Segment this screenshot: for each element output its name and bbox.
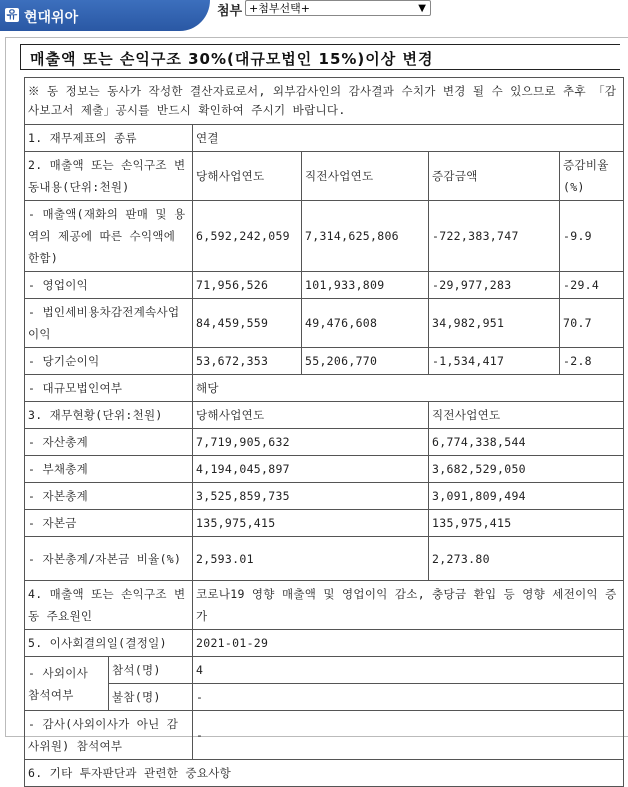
row-label: - 자본금 bbox=[25, 510, 193, 537]
row-cur: 84,459,559 bbox=[193, 299, 302, 348]
row-cur: 7,719,905,632 bbox=[193, 429, 429, 456]
row-prev: 135,975,415 bbox=[429, 510, 624, 537]
company-logo-badge: 유 bbox=[6, 8, 18, 21]
row-label: - 당기순이익 bbox=[25, 348, 193, 375]
row-diff: -722,383,747 bbox=[429, 201, 560, 272]
s2-header-cur: 당해사업연도 bbox=[193, 152, 302, 201]
s5-value: 2021-01-29 bbox=[193, 630, 624, 657]
row-prev: 3,091,809,494 bbox=[429, 483, 624, 510]
row-prev: 49,476,608 bbox=[302, 299, 429, 348]
row-prev: 2,273.80 bbox=[429, 537, 624, 581]
table-row bbox=[25, 483, 624, 510]
table-row bbox=[25, 299, 624, 348]
row-cur: 53,672,353 bbox=[193, 348, 302, 375]
s3-header-cur: 당해사업연도 bbox=[193, 402, 429, 429]
s2-label: 2. 매출액 또는 손익구조 변동내용(단위:천원) bbox=[25, 152, 193, 201]
row-cur: 135,975,415 bbox=[193, 510, 429, 537]
s5-label: 5. 이사회결의일(결정일) bbox=[25, 630, 193, 657]
row-label: - 자본총계/자본금 비율(%) bbox=[25, 537, 193, 581]
row-rate: -9.9 bbox=[560, 201, 624, 272]
table-row bbox=[25, 510, 624, 537]
table-row bbox=[25, 272, 624, 299]
s2-header-prev: 직전사업연도 bbox=[302, 152, 429, 201]
present-label: 참석(명) bbox=[109, 657, 193, 684]
table-row bbox=[25, 429, 624, 456]
row-cur: 71,956,526 bbox=[193, 272, 302, 299]
large-corp-label: - 대규모법인여부 bbox=[25, 375, 193, 402]
title-box bbox=[20, 44, 620, 70]
s1-value: 연결 bbox=[193, 125, 624, 152]
row-label: - 부채총계 bbox=[25, 456, 193, 483]
s3-header-prev: 직전사업연도 bbox=[429, 402, 624, 429]
s4-label: 4. 매출액 또는 손익구조 변동 주요원인 bbox=[25, 581, 193, 630]
s1-label: 1. 재무제표의 종류 bbox=[25, 125, 193, 152]
absent-label: 불참(명) bbox=[109, 684, 193, 711]
row-prev: 6,774,338,544 bbox=[429, 429, 624, 456]
disclosure-table bbox=[24, 77, 624, 787]
row-rate: 70.7 bbox=[560, 299, 624, 348]
s2-header-rate: 증감비율(%) bbox=[560, 152, 624, 201]
row-cur: 6,592,242,059 bbox=[193, 201, 302, 272]
large-corp-value: 해당 bbox=[193, 375, 624, 402]
present-value: 4 bbox=[193, 657, 624, 684]
table-row bbox=[25, 348, 624, 375]
row-diff: 34,982,951 bbox=[429, 299, 560, 348]
s6-label: 6. 기타 투자판단과 관련한 중요사항 bbox=[25, 760, 624, 787]
top-bar bbox=[0, 0, 628, 31]
attach-select[interactable] bbox=[245, 0, 431, 16]
row-cur: 2,593.01 bbox=[193, 537, 429, 581]
table-row bbox=[25, 201, 624, 272]
company-name[interactable]: 현대위아 bbox=[24, 10, 79, 26]
row-label: - 자산총계 bbox=[25, 429, 193, 456]
row-cur: 4,194,045,897 bbox=[193, 456, 429, 483]
page-title: 매출액 또는 손익구조 30%(대규모법인 15%)이상 변경 bbox=[30, 50, 434, 68]
row-label: - 법인세비용차감전계속사업이익 bbox=[25, 299, 193, 348]
outside-director-label: - 사외이사 참석여부 bbox=[25, 657, 109, 711]
row-diff: -29,977,283 bbox=[429, 272, 560, 299]
row-label: - 영업이익 bbox=[25, 272, 193, 299]
row-rate: -2.8 bbox=[560, 348, 624, 375]
chevron-down-icon: ▼ bbox=[418, 3, 426, 14]
table-row bbox=[25, 456, 624, 483]
audit-value: - bbox=[193, 711, 624, 760]
row-prev: 7,314,625,806 bbox=[302, 201, 429, 272]
s4-value: 코로나19 영향 매출액 및 영업이익 감소, 충당금 환입 등 영향 세전이익 증가 bbox=[193, 581, 624, 630]
audit-label: - 감사(사외이사가 아닌 감사위원) 참석여부 bbox=[25, 711, 193, 760]
row-cur: 3,525,859,735 bbox=[193, 483, 429, 510]
row-prev: 3,682,529,050 bbox=[429, 456, 624, 483]
row-diff: -1,534,417 bbox=[429, 348, 560, 375]
s2-header-diff: 증감금액 bbox=[429, 152, 560, 201]
row-prev: 55,206,770 bbox=[302, 348, 429, 375]
row-label: - 매출액(재화의 판매 및 용역의 제공에 따른 수익액에 한함) bbox=[25, 201, 193, 272]
attach-label: 첨부 bbox=[217, 4, 243, 19]
attach-select-value: +첨부선택+ bbox=[249, 2, 310, 15]
row-rate: -29.4 bbox=[560, 272, 624, 299]
absent-value: - bbox=[193, 684, 624, 711]
row-label: - 자본총계 bbox=[25, 483, 193, 510]
row-prev: 101,933,809 bbox=[302, 272, 429, 299]
s3-label: 3. 재무현황(단위:천원) bbox=[25, 402, 193, 429]
table-row bbox=[25, 537, 624, 581]
notice-text: ※ 동 정보는 동사가 작성한 결산자료로서, 외부감사인의 감사결과 수치가 변경 될 수 있으므로 추후 「감사보고서 제출」공시를 반드시 확인하여 주시기 바랍니다. bbox=[25, 78, 624, 125]
